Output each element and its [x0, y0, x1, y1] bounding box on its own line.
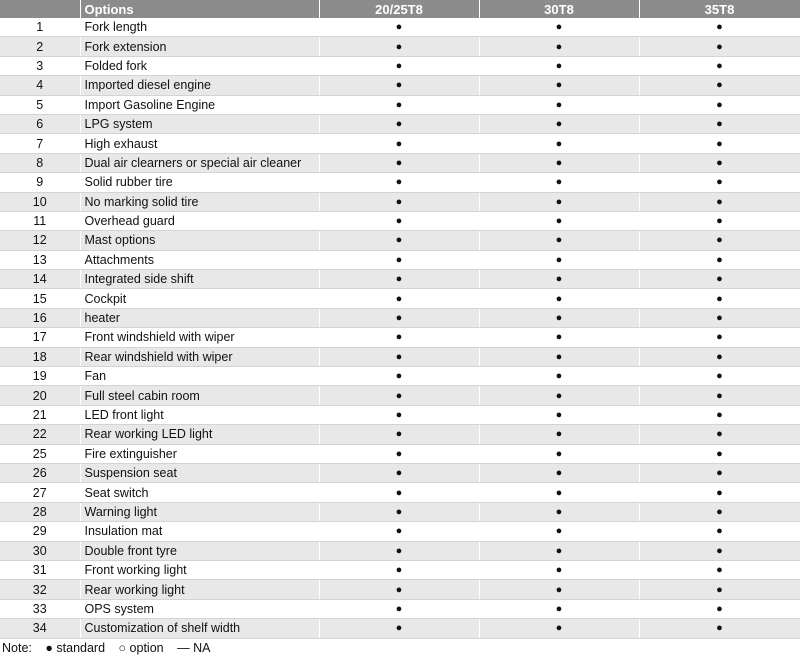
mark-35t8: ●	[639, 444, 800, 463]
row-number: 12	[0, 231, 80, 250]
option-name: High exhaust	[80, 134, 319, 153]
mark-20-25t8: ●	[319, 599, 479, 618]
mark-35t8: ●	[639, 580, 800, 599]
table-row	[0, 250, 800, 269]
mark-30t8: ●	[479, 541, 639, 560]
mark-35t8: ●	[639, 522, 800, 541]
mark-20-25t8: ●	[319, 386, 479, 405]
option-name: Folded fork	[80, 56, 319, 75]
mark-35t8: ●	[639, 328, 800, 347]
mark-20-25t8: ●	[319, 308, 479, 327]
mark-35t8: ●	[639, 483, 800, 502]
row-number: 4	[0, 76, 80, 95]
mark-20-25t8: ●	[319, 56, 479, 75]
mark-30t8: ●	[479, 328, 639, 347]
table-row	[0, 56, 800, 75]
mark-30t8: ●	[479, 405, 639, 424]
option-name: Double front tyre	[80, 541, 319, 560]
mark-35t8: ●	[639, 560, 800, 579]
table-row	[0, 444, 800, 463]
mark-30t8: ●	[479, 192, 639, 211]
row-number: 17	[0, 328, 80, 347]
mark-30t8: ●	[479, 463, 639, 482]
row-number: 30	[0, 541, 80, 560]
mark-35t8: ●	[639, 425, 800, 444]
table-row	[0, 483, 800, 502]
header-30t8: 30T8	[479, 0, 639, 18]
option-name: Rear windshield with wiper	[80, 347, 319, 366]
mark-20-25t8: ●	[319, 289, 479, 308]
mark-20-25t8: ●	[319, 18, 479, 37]
option-name: Customization of shelf width	[80, 619, 319, 638]
row-number: 5	[0, 95, 80, 114]
table-row	[0, 541, 800, 560]
mark-30t8: ●	[479, 560, 639, 579]
header-num	[0, 0, 80, 18]
mark-20-25t8: ●	[319, 502, 479, 521]
row-number: 25	[0, 444, 80, 463]
mark-30t8: ●	[479, 444, 639, 463]
option-name: Seat switch	[80, 483, 319, 502]
mark-20-25t8: ●	[319, 347, 479, 366]
mark-30t8: ●	[479, 599, 639, 618]
table-row	[0, 231, 800, 250]
mark-20-25t8: ●	[319, 405, 479, 424]
table-row	[0, 405, 800, 424]
mark-35t8: ●	[639, 502, 800, 521]
mark-30t8: ●	[479, 619, 639, 638]
table-row	[0, 153, 800, 172]
option-name: Attachments	[80, 250, 319, 269]
mark-20-25t8: ●	[319, 270, 479, 289]
option-name: Cockpit	[80, 289, 319, 308]
row-number: 15	[0, 289, 80, 308]
table-row	[0, 619, 800, 638]
row-number: 10	[0, 192, 80, 211]
option-name: Front windshield with wiper	[80, 328, 319, 347]
option-name: Fork extension	[80, 37, 319, 56]
mark-35t8: ●	[639, 95, 800, 114]
row-number: 27	[0, 483, 80, 502]
table-row	[0, 328, 800, 347]
mark-20-25t8: ●	[319, 173, 479, 192]
option-name: Suspension seat	[80, 463, 319, 482]
table-row	[0, 270, 800, 289]
row-number: 31	[0, 560, 80, 579]
row-number: 2	[0, 37, 80, 56]
mark-30t8: ●	[479, 483, 639, 502]
row-number: 20	[0, 386, 80, 405]
mark-35t8: ●	[639, 134, 800, 153]
table-row	[0, 580, 800, 599]
mark-20-25t8: ●	[319, 483, 479, 502]
mark-35t8: ●	[639, 211, 800, 230]
mark-35t8: ●	[639, 367, 800, 386]
mark-30t8: ●	[479, 367, 639, 386]
mark-20-25t8: ●	[319, 37, 479, 56]
mark-35t8: ●	[639, 231, 800, 250]
mark-35t8: ●	[639, 289, 800, 308]
option-name: LED front light	[80, 405, 319, 424]
table-row	[0, 367, 800, 386]
option-name: Dual air clearners or special air cleaner	[80, 153, 319, 172]
mark-35t8: ●	[639, 173, 800, 192]
mark-20-25t8: ●	[319, 95, 479, 114]
table-row	[0, 114, 800, 133]
note-label: Note:	[2, 640, 32, 655]
mark-20-25t8: ●	[319, 134, 479, 153]
option-name: Integrated side shift	[80, 270, 319, 289]
mark-35t8: ●	[639, 541, 800, 560]
row-number: 1	[0, 18, 80, 37]
option-name: Warning light	[80, 502, 319, 521]
mark-35t8: ●	[639, 308, 800, 327]
legend-option: ○ option	[118, 640, 164, 655]
table-row	[0, 95, 800, 114]
mark-30t8: ●	[479, 425, 639, 444]
option-name: OPS system	[80, 599, 319, 618]
row-number: 33	[0, 599, 80, 618]
mark-20-25t8: ●	[319, 560, 479, 579]
row-number: 9	[0, 173, 80, 192]
table-row	[0, 37, 800, 56]
table-row	[0, 599, 800, 618]
mark-35t8: ●	[639, 463, 800, 482]
mark-20-25t8: ●	[319, 580, 479, 599]
row-number: 11	[0, 211, 80, 230]
mark-20-25t8: ●	[319, 367, 479, 386]
header-35t8: 35T8	[639, 0, 800, 18]
mark-35t8: ●	[639, 386, 800, 405]
option-name: Insulation mat	[80, 522, 319, 541]
table-row	[0, 308, 800, 327]
header-20-25t8: 20/25T8	[319, 0, 479, 18]
table-row	[0, 134, 800, 153]
mark-30t8: ●	[479, 76, 639, 95]
mark-35t8: ●	[639, 347, 800, 366]
row-number: 18	[0, 347, 80, 366]
table-row	[0, 425, 800, 444]
mark-35t8: ●	[639, 76, 800, 95]
mark-35t8: ●	[639, 37, 800, 56]
mark-20-25t8: ●	[319, 522, 479, 541]
option-name: Rear working light	[80, 580, 319, 599]
legend-note	[0, 639, 800, 657]
mark-30t8: ●	[479, 173, 639, 192]
row-number: 3	[0, 56, 80, 75]
row-number: 16	[0, 308, 80, 327]
mark-30t8: ●	[479, 347, 639, 366]
mark-30t8: ●	[479, 37, 639, 56]
mark-20-25t8: ●	[319, 444, 479, 463]
mark-20-25t8: ●	[319, 231, 479, 250]
row-number: 7	[0, 134, 80, 153]
option-name: Mast options	[80, 231, 319, 250]
table-row	[0, 522, 800, 541]
mark-20-25t8: ●	[319, 250, 479, 269]
table-row	[0, 289, 800, 308]
mark-30t8: ●	[479, 580, 639, 599]
row-number: 14	[0, 270, 80, 289]
mark-30t8: ●	[479, 386, 639, 405]
option-name: Front working light	[80, 560, 319, 579]
table-row	[0, 76, 800, 95]
mark-20-25t8: ●	[319, 153, 479, 172]
mark-30t8: ●	[479, 95, 639, 114]
mark-30t8: ●	[479, 308, 639, 327]
header-row	[0, 0, 800, 18]
table-row	[0, 347, 800, 366]
option-name: heater	[80, 308, 319, 327]
row-number: 8	[0, 153, 80, 172]
mark-30t8: ●	[479, 153, 639, 172]
option-name: Imported diesel engine	[80, 76, 319, 95]
row-number: 32	[0, 580, 80, 599]
row-number: 21	[0, 405, 80, 424]
mark-35t8: ●	[639, 599, 800, 618]
table-row	[0, 386, 800, 405]
mark-35t8: ●	[639, 192, 800, 211]
option-name: Fan	[80, 367, 319, 386]
mark-30t8: ●	[479, 250, 639, 269]
option-name: Solid rubber tire	[80, 173, 319, 192]
row-number: 13	[0, 250, 80, 269]
mark-20-25t8: ●	[319, 541, 479, 560]
row-number: 6	[0, 114, 80, 133]
mark-20-25t8: ●	[319, 619, 479, 638]
mark-30t8: ●	[479, 231, 639, 250]
option-name: Import Gasoline Engine	[80, 95, 319, 114]
mark-30t8: ●	[479, 502, 639, 521]
mark-20-25t8: ●	[319, 328, 479, 347]
mark-35t8: ●	[639, 153, 800, 172]
header-options: Options	[80, 0, 319, 18]
mark-30t8: ●	[479, 522, 639, 541]
table-row	[0, 173, 800, 192]
row-number: 28	[0, 502, 80, 521]
row-number: 19	[0, 367, 80, 386]
mark-30t8: ●	[479, 211, 639, 230]
mark-30t8: ●	[479, 18, 639, 37]
legend-standard: ● standard	[45, 640, 106, 655]
table-row	[0, 463, 800, 482]
table-row	[0, 18, 800, 37]
mark-35t8: ●	[639, 114, 800, 133]
row-number: 29	[0, 522, 80, 541]
mark-30t8: ●	[479, 289, 639, 308]
option-name: Overhead guard	[80, 211, 319, 230]
option-name: Fork length	[80, 18, 319, 37]
mark-30t8: ●	[479, 114, 639, 133]
option-name: Rear working LED light	[80, 425, 319, 444]
mark-35t8: ●	[639, 270, 800, 289]
mark-30t8: ●	[479, 134, 639, 153]
mark-20-25t8: ●	[319, 211, 479, 230]
row-number: 22	[0, 425, 80, 444]
row-number: 26	[0, 463, 80, 482]
mark-35t8: ●	[639, 619, 800, 638]
mark-20-25t8: ●	[319, 463, 479, 482]
mark-35t8: ●	[639, 56, 800, 75]
mark-30t8: ●	[479, 56, 639, 75]
mark-35t8: ●	[639, 18, 800, 37]
mark-20-25t8: ●	[319, 114, 479, 133]
option-name: Full steel cabin room	[80, 386, 319, 405]
table-row	[0, 560, 800, 579]
row-number: 34	[0, 619, 80, 638]
legend-na: — NA	[177, 640, 211, 655]
table-row	[0, 192, 800, 211]
mark-30t8: ●	[479, 270, 639, 289]
table-row	[0, 211, 800, 230]
mark-20-25t8: ●	[319, 425, 479, 444]
mark-20-25t8: ●	[319, 76, 479, 95]
mark-35t8: ●	[639, 250, 800, 269]
table-row	[0, 502, 800, 521]
option-name: No marking solid tire	[80, 192, 319, 211]
mark-20-25t8: ●	[319, 192, 479, 211]
mark-35t8: ●	[639, 405, 800, 424]
option-name: Fire extinguisher	[80, 444, 319, 463]
option-name: LPG system	[80, 114, 319, 133]
